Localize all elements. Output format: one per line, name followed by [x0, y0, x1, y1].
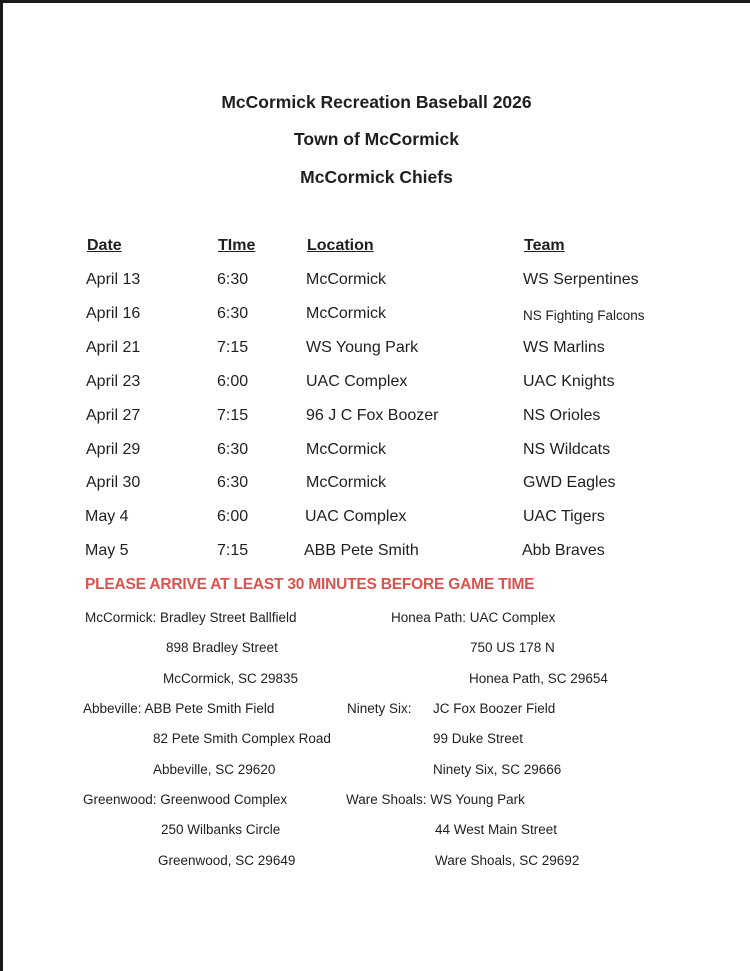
- abbeville-field-name: Abbeville: ABB Pete Smith Field: [83, 701, 275, 716]
- game-location: McCormick: [306, 305, 386, 322]
- header-time: TIme: [218, 237, 256, 254]
- ninety-six-label: Ninety Six:: [347, 701, 412, 716]
- game-date: April 29: [86, 441, 141, 458]
- game-time: 6:00: [217, 508, 249, 525]
- ninety-six-street: 99 Duke Street: [433, 731, 524, 746]
- game-time: 6:00: [217, 373, 249, 390]
- game-location: WS Young Park: [306, 339, 419, 356]
- game-date: April 21: [86, 339, 141, 356]
- game-team: WS Serpentines: [523, 271, 639, 288]
- game-time: 6:30: [217, 271, 249, 288]
- ware-shoals-street: 44 West Main Street: [435, 822, 558, 837]
- game-date: April 13: [86, 271, 141, 288]
- page-subtitle-team: McCormick Chiefs: [300, 167, 453, 187]
- game-location: McCormick: [306, 441, 386, 458]
- game-location: ABB Pete Smith: [304, 542, 419, 559]
- game-date: May 5: [85, 542, 129, 559]
- ware-shoals-city: Ware Shoals, SC 29692: [435, 853, 580, 868]
- abbeville-city: Abbeville, SC 29620: [153, 762, 276, 777]
- game-date: April 23: [86, 373, 141, 390]
- game-date: April 27: [86, 407, 141, 424]
- header-team: Team: [524, 237, 565, 254]
- game-time: 6:30: [217, 305, 249, 322]
- game-team: GWD Eagles: [523, 474, 616, 491]
- game-location: 96 J C Fox Boozer: [306, 407, 439, 424]
- abbeville-street: 82 Pete Smith Complex Road: [153, 731, 331, 746]
- mccormick-city: McCormick, SC 29835: [163, 671, 299, 686]
- game-time: 6:30: [217, 474, 249, 491]
- game-team: Abb Braves: [522, 542, 605, 559]
- arrival-notice: PLEASE ARRIVE AT LEAST 30 MINUTES BEFORE GAME TIME: [85, 576, 535, 593]
- game-date: April 30: [86, 474, 141, 491]
- ninety-six-city: Ninety Six, SC 29666: [433, 762, 562, 777]
- game-location: UAC Complex: [306, 373, 408, 390]
- page-title: McCormick Recreation Baseball 2026: [221, 92, 532, 112]
- game-location: UAC Complex: [305, 508, 407, 525]
- header-location: Location: [307, 237, 374, 254]
- game-team: NS Wildcats: [523, 441, 611, 458]
- header-date: Date: [87, 237, 122, 254]
- game-team: NS Fighting Falcons: [523, 308, 645, 323]
- ninety-six-field-name: JC Fox Boozer Field: [433, 701, 556, 716]
- game-team: UAC Knights: [523, 373, 615, 390]
- honea-path-street: 750 US 178 N: [470, 640, 555, 655]
- greenwood-field-name: Greenwood: Greenwood Complex: [83, 792, 288, 807]
- mccormick-field-name: McCormick: Bradley Street Ballfield: [85, 610, 297, 625]
- page-subtitle-town: Town of McCormick: [294, 129, 459, 149]
- game-date: April 16: [86, 305, 141, 322]
- mccormick-street: 898 Bradley Street: [166, 640, 278, 655]
- game-team: WS Marlins: [523, 339, 605, 356]
- game-location: McCormick: [306, 474, 386, 491]
- honea-path-field-name: Honea Path: UAC Complex: [391, 610, 556, 625]
- game-date: May 4: [85, 508, 129, 525]
- ware-shoals-field-name: Ware Shoals: WS Young Park: [346, 792, 525, 807]
- game-time: 7:15: [217, 339, 249, 356]
- game-time: 6:30: [217, 441, 249, 458]
- game-team: NS Orioles: [523, 407, 601, 424]
- game-time: 7:15: [217, 407, 249, 424]
- honea-path-city: Honea Path, SC 29654: [469, 671, 608, 686]
- greenwood-street: 250 Wilbanks Circle: [161, 822, 281, 837]
- game-location: McCormick: [306, 271, 386, 288]
- greenwood-city: Greenwood, SC 29649: [158, 853, 296, 868]
- game-time: 7:15: [217, 542, 249, 559]
- game-team: UAC Tigers: [523, 508, 605, 525]
